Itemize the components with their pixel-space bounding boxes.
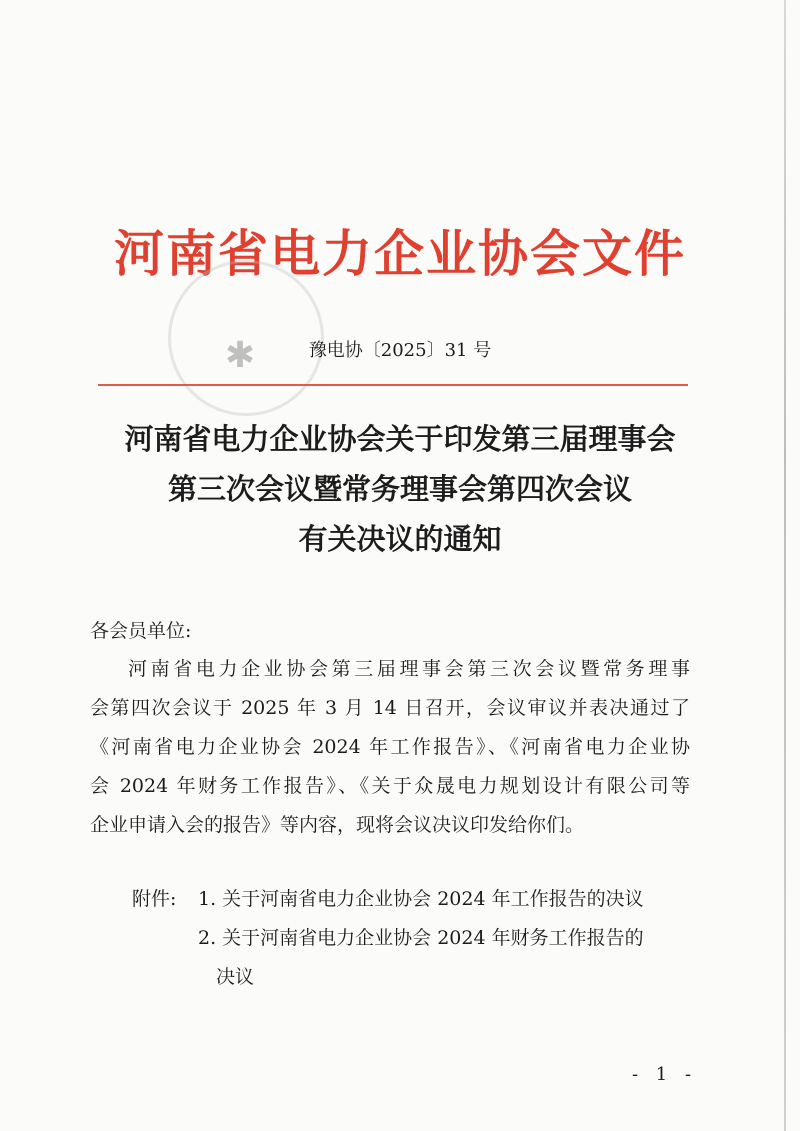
- salutation: 各会员单位:: [90, 620, 192, 642]
- body-line-3: 《河南省电力企业协会 2024 年工作报告》、《河南省电力企业协: [90, 736, 690, 758]
- notice-title-line-2: 第三次会议暨常务理事会第四次会议: [167, 472, 632, 506]
- notice-title: [0, 414, 800, 564]
- body-line-1: 河南省电力企业协会第三届理事会第三次会议暨常务理事: [128, 658, 690, 680]
- document-header-title: 河南省电力企业协会文件: [114, 225, 686, 283]
- page-number: - 1 -: [632, 1064, 698, 1085]
- scan-edge-line: [784, 0, 786, 1131]
- attachments-block: [132, 880, 644, 997]
- red-divider-rule: [98, 384, 688, 386]
- notice-title-line-1: 河南省电力企业协会关于印发第三届理事会: [124, 422, 676, 456]
- attachment-item-2: 2. 关于河南省电力企业协会 2024 年财务工作报告的: [198, 927, 644, 949]
- body-line-4: 会 2024 年财务工作报告》、《关于众晟电力规划设计有限公司等: [90, 775, 690, 797]
- attachment-item-2-continuation: 决议: [216, 966, 255, 988]
- attachments-label: 附件:: [132, 888, 177, 910]
- body-paragraph: [90, 650, 690, 845]
- attachment-row-1: [132, 880, 644, 919]
- attachment-item-1: 1. 关于河南省电力企业协会 2024 年工作报告的决议: [198, 888, 644, 910]
- body-line-2: 会第四次会议于 2025 年 3 月 14 日召开，会议审议并表决通过了: [90, 697, 690, 719]
- seal-mark-icon: ✱: [224, 335, 256, 376]
- document-number: 豫电协〔2025〕31 号: [308, 340, 492, 361]
- notice-title-line-3: 有关决议的通知: [298, 522, 502, 556]
- attachment-row-2: [132, 919, 644, 958]
- body-line-5: 企业申请入会的报告》等内容，现将会议决议印发给你们。: [90, 814, 585, 836]
